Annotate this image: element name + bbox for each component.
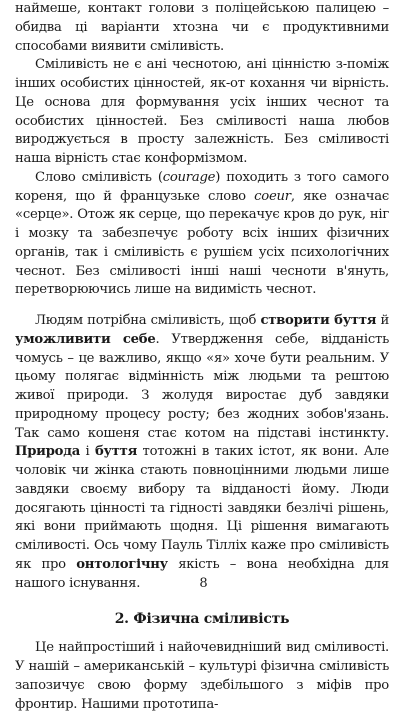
- text-run: Людям потрібна сміливість, щоб: [35, 313, 261, 328]
- text-run: ) походить з того самого кореня, що й французьке слово: [15, 169, 389, 204]
- bold-term: онтологічну: [76, 556, 168, 572]
- text-run: Слово сміливість (: [35, 169, 163, 185]
- paragraph-being-and-self: [15, 312, 389, 593]
- bold-term: Природа: [15, 444, 81, 460]
- paragraph-text: Це найпростіший і найочевидніший вид сміливості. У нашій – американській – культурі фізична сміливість запозичує свою форму здебільшого з міфів про фронтир. Нашими прототипа-: [15, 640, 389, 712]
- bold-term: уможливити себе: [15, 331, 156, 347]
- italic-term: coeur: [254, 188, 291, 204]
- text-run: тотожні в таких істот, як вони. Але чоловік чи жінка стають повноцінними людьми лише завдяки своєму вибору та відданості йому. Люди досягають цінності та гідності завдяки безлічі рішень, які вони приймають щодня. Ці рішення вимагають сміливості. Ось чому Пауль Тілліх каже про сміливість як про: [15, 444, 389, 572]
- body-text: [15, 0, 389, 714]
- bold-term: буття: [94, 444, 138, 460]
- section-heading: 2. Фізична сміливість: [114, 611, 290, 628]
- bold-term: створити буття: [260, 313, 377, 328]
- text-run: якість – вона необхідна для нашого існування.: [15, 556, 389, 591]
- paragraph-spacer: [15, 300, 389, 312]
- italic-term: courage: [162, 169, 216, 185]
- paragraph-courage-foundation: [15, 56, 389, 169]
- text-run: і: [80, 444, 95, 460]
- paragraph-text: наймеше, контакт голови з поліцейською палицею – обидва ці варіанти хтозна чи є продуктивними способами виявити сміливість.: [15, 1, 389, 54]
- paragraph-courage-etymology: [15, 169, 389, 300]
- paragraph-physical-courage: [15, 639, 389, 714]
- text-run: . Утвердження себе, відданість чомусь – це важливо, якщо «я» хоче бути реальним. У цьому полягає відмінність між людьми та рештою живої природи. З жолудя виростає дуб завдяки природному процесу росту; без жодних зобов'язань. Так само кошеня стає котом на підставі інстинкту.: [15, 331, 389, 441]
- paragraph-text: Сміливість не є ані чеснотою, ані цінністю з-поміж інших особистих цінностей, як-от кохання чи вірність. Це основа для формування усіх інших чеснот та особистих цінностей. Без сміливості наша любов вироджується в просту залежність. Без сміливості наша вірність стає конформізмом.: [15, 57, 389, 166]
- page-number: 8: [199, 576, 208, 591]
- text-run: й: [376, 313, 390, 328]
- paragraph-spacer: [15, 593, 389, 605]
- paragraph-continuation: [15, 0, 389, 56]
- text-run: , яке означає «серце». Отож як серце, що перекачує кров до рук, ніг і мозку та забезпечує роботу всіх інших фізичних органів, так і сміливість є рушієм усіх психологічних чеснот. Без сміливості інші наші чесноти в'януть, перетворюючись лише на видимість чеснот.: [15, 188, 389, 298]
